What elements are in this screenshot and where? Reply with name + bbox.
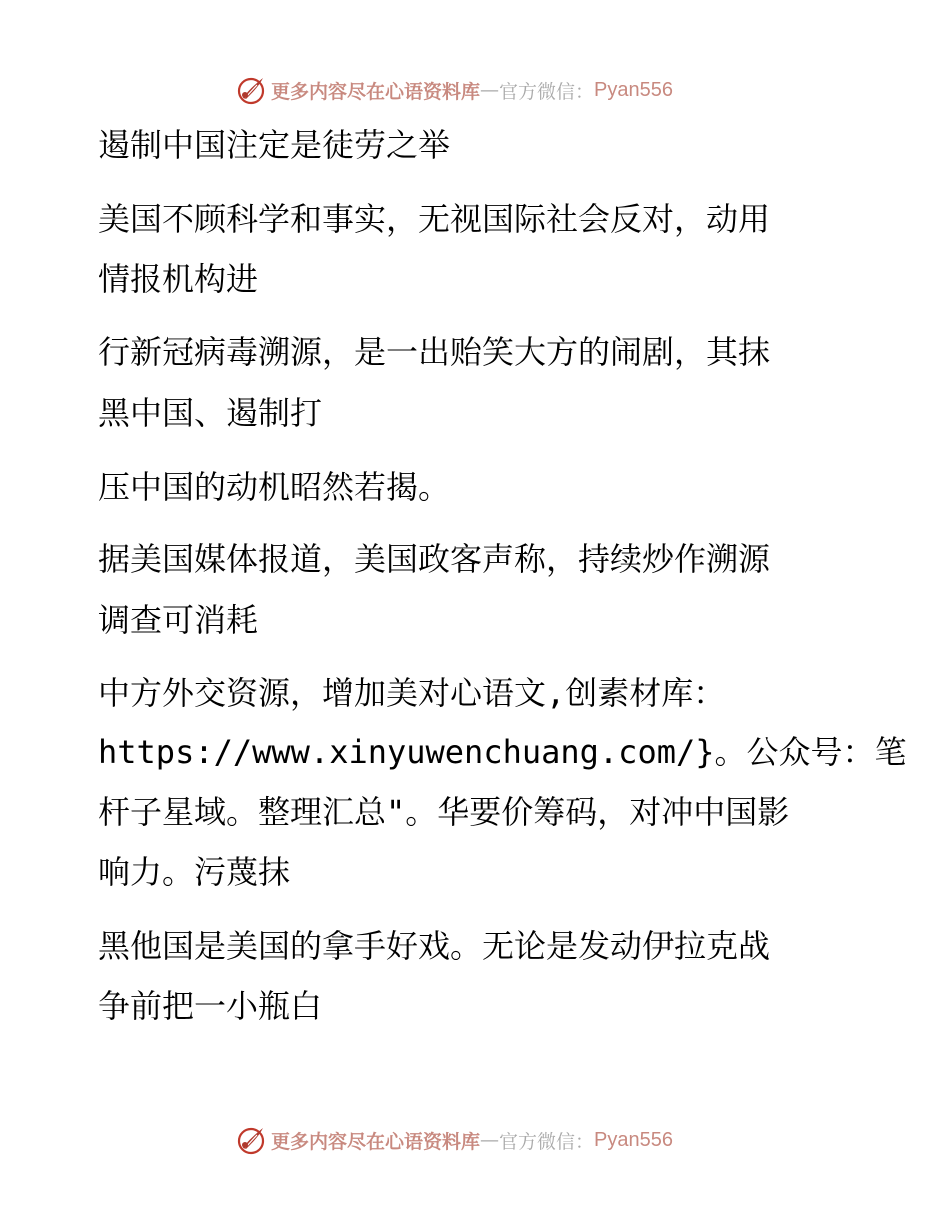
watermark-wechat-id: Pyan556 bbox=[594, 78, 673, 101]
text-line: 杆子星域。整理汇总"。华要价筹码，对冲中国影 bbox=[98, 793, 790, 831]
footer-watermark-banner bbox=[235, 1122, 673, 1158]
text-line: 争前把一小瓶白 bbox=[98, 987, 323, 1025]
watermark-wechat-label: 官方微信： bbox=[499, 80, 595, 103]
text-line: 据美国媒体报道，美国政客声称，持续炒作溯源 bbox=[98, 540, 771, 578]
watermark-wechat-id: Pyan556 bbox=[594, 1128, 673, 1151]
text-line: 中方外交资源，增加美对心语文,创素材库： bbox=[98, 674, 726, 712]
watermark-text: 更多内容尽在心语资料库 bbox=[271, 1130, 481, 1153]
quill-pen-logo-icon bbox=[235, 74, 267, 106]
watermark-dash: — bbox=[480, 1129, 500, 1151]
watermark-dash: — bbox=[480, 79, 500, 101]
text-line: 情报机构进 bbox=[98, 260, 259, 298]
text-line: 压中国的动机昭然若揭。 bbox=[98, 468, 451, 506]
text-line: 黑中国、遏制打 bbox=[98, 394, 323, 432]
text-line: https://www.xinyuwenchuang.com/}。公众号：笔 bbox=[98, 733, 907, 771]
watermark-text: 更多内容尽在心语资料库 bbox=[271, 80, 481, 103]
text-line: 美国不顾科学和事实，无视国际社会反对，动用 bbox=[98, 200, 771, 238]
watermark-wechat-label: 官方微信： bbox=[499, 1130, 595, 1153]
text-line: 调查可消耗 bbox=[98, 601, 259, 639]
header-watermark-banner bbox=[235, 72, 673, 108]
text-line: 行新冠病毒溯源，是一出贻笑大方的闹剧，其抹 bbox=[98, 333, 771, 371]
text-line: 响力。污蔑抹 bbox=[98, 853, 291, 891]
quill-pen-logo-icon bbox=[235, 1124, 267, 1156]
text-line: 黑他国是美国的拿手好戏。无论是发动伊拉克战 bbox=[98, 927, 771, 965]
text-line: 遏制中国注定是徒劳之举 bbox=[98, 126, 451, 164]
